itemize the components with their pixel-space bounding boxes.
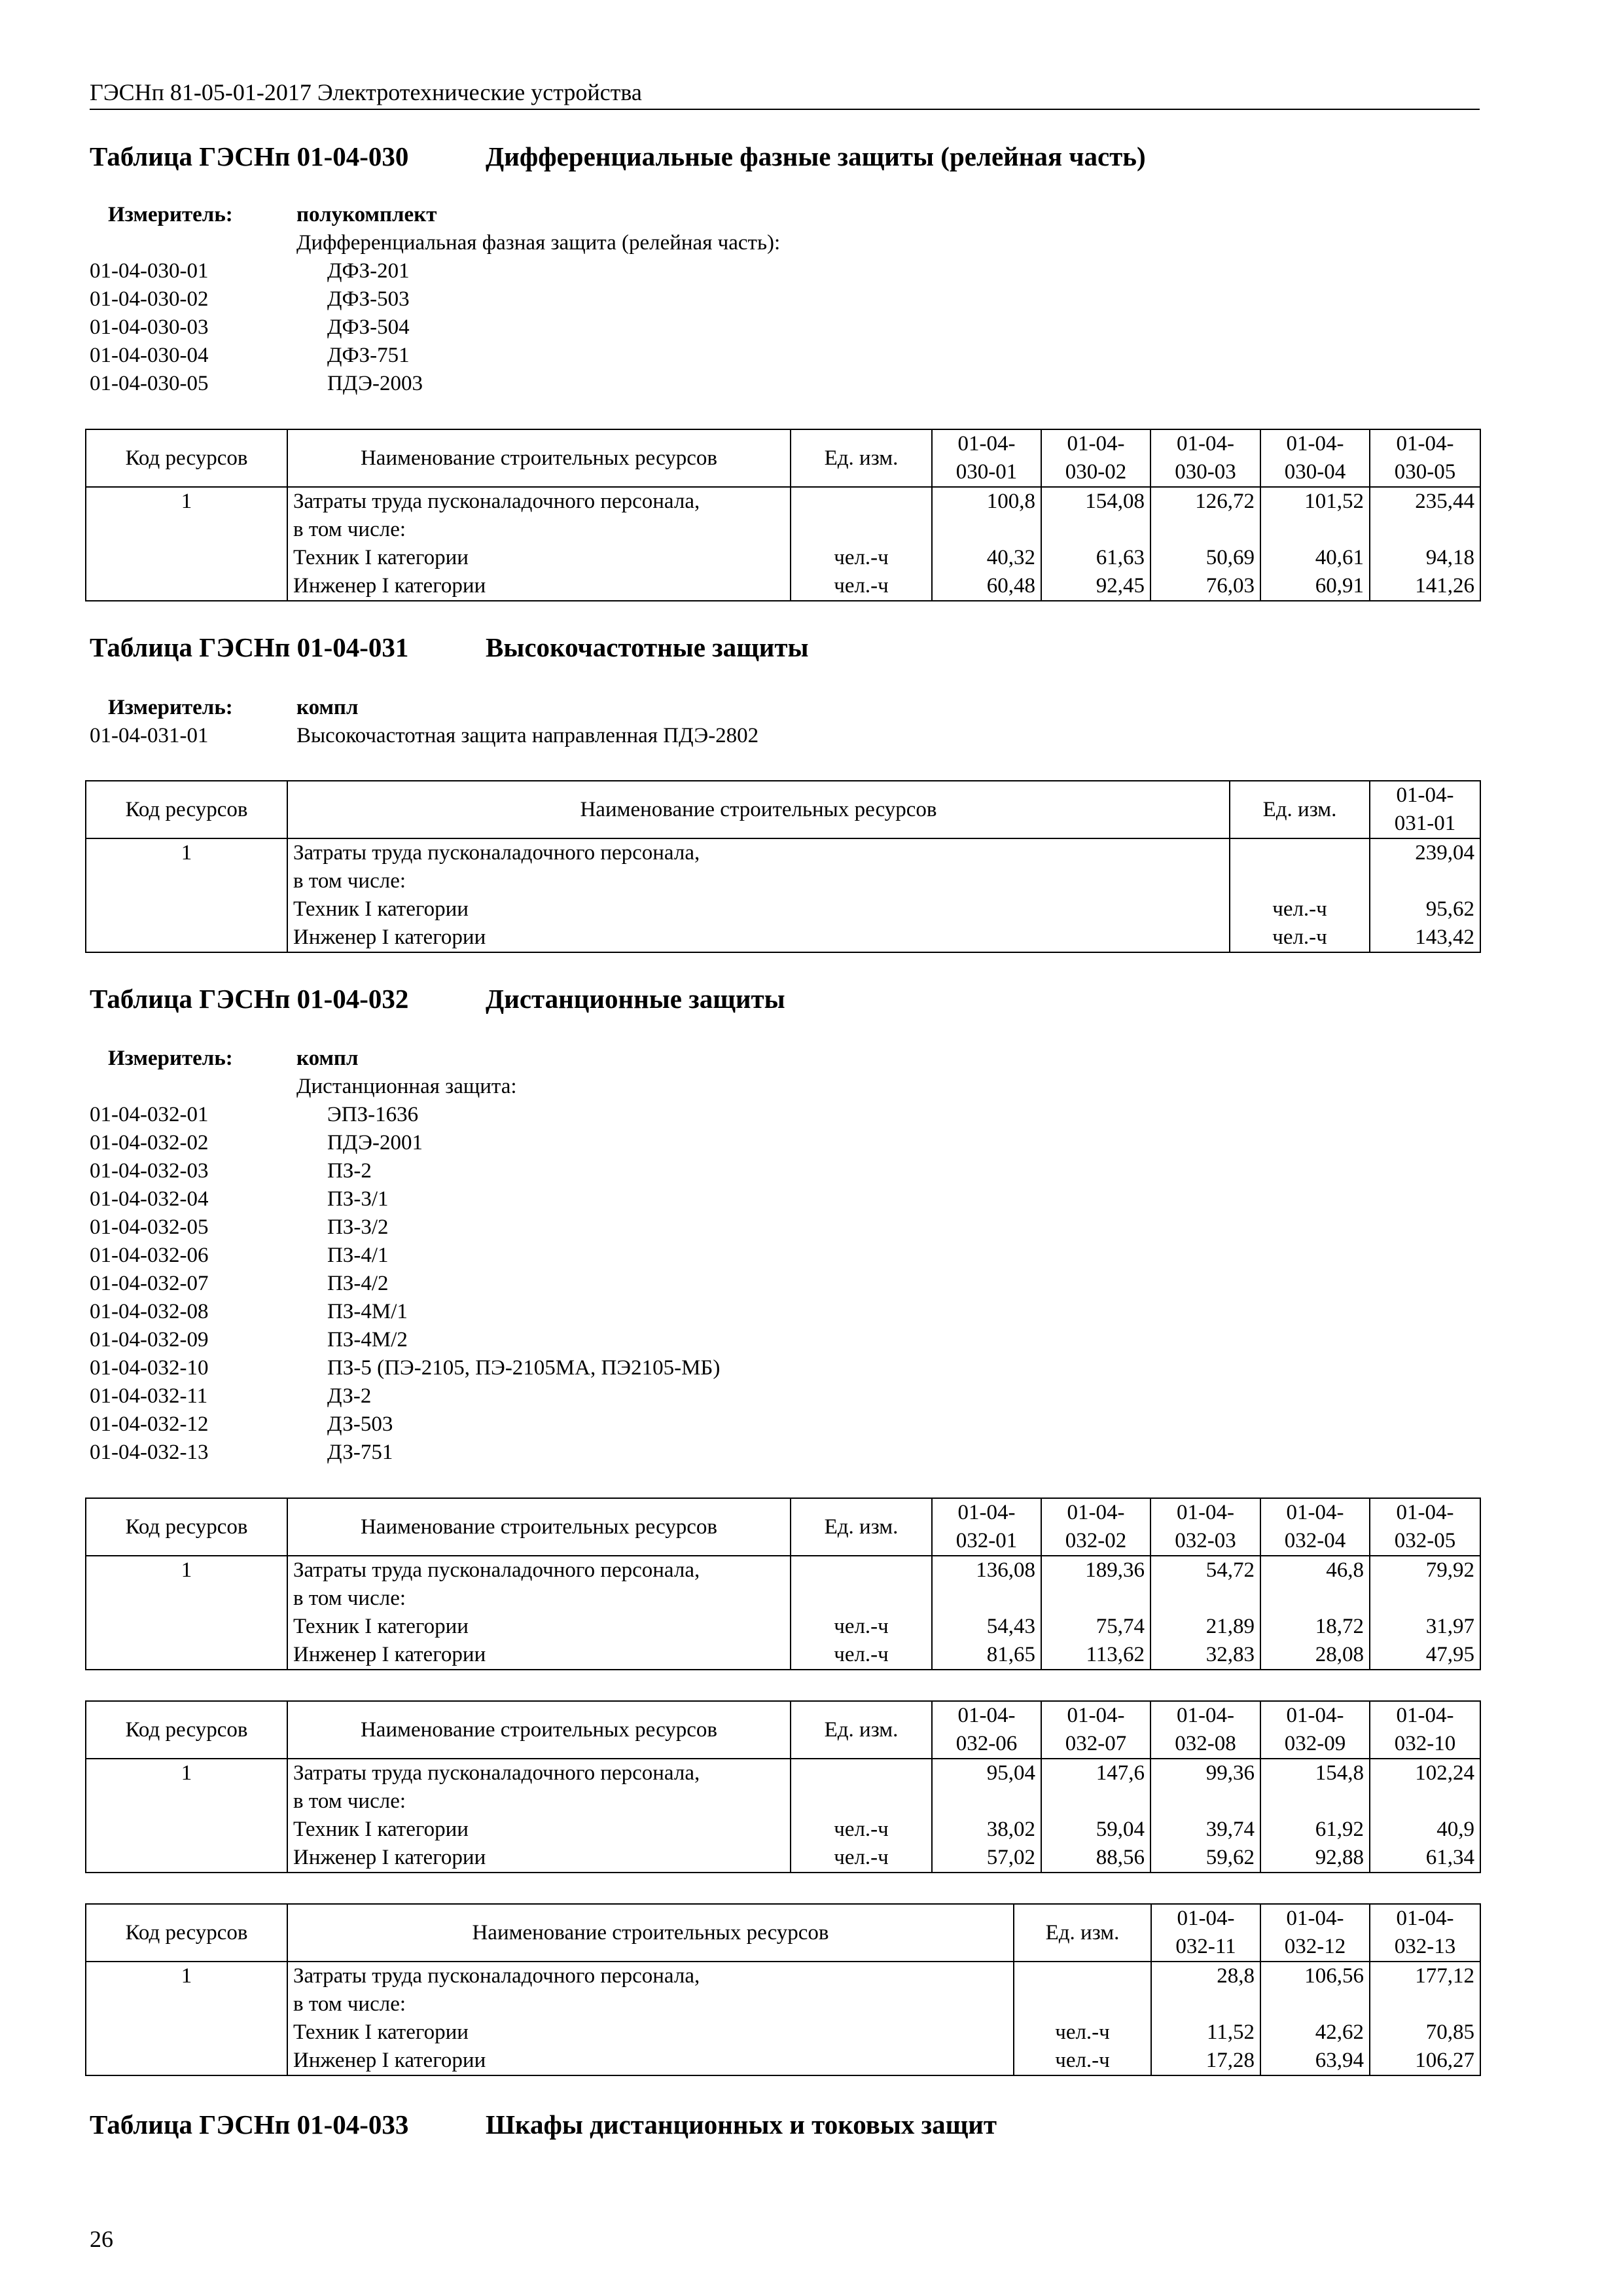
measure-label: Измеритель: [108, 1047, 233, 1070]
norm-code-part: 01-04- [1396, 783, 1454, 807]
running-header: ГЭСНп 81-05-01-2017 Электротехнические устройства [90, 79, 642, 105]
table-row [86, 1962, 1480, 2075]
cell-value: 61,92 [1315, 1818, 1364, 1841]
table-number: Таблица ГЭСНп 01-04-031 [90, 632, 409, 662]
cell-value: в том числе: [293, 869, 406, 893]
cell-value: чел.-ч [834, 1615, 889, 1638]
col-header-norm [1041, 1701, 1150, 1759]
item-code: 01-04-030-03 [90, 315, 209, 339]
cell-value: 47,95 [1425, 1643, 1474, 1666]
col-header-code: Код ресурсов [86, 1498, 287, 1556]
col-header-norm [1370, 429, 1480, 487]
norm-code-part: 01-04- [957, 1501, 1016, 1524]
norm-code-part: 032-05 [1394, 1529, 1456, 1552]
resource-code: 1 [181, 841, 192, 865]
cell-value: 11,52 [1206, 2020, 1255, 2044]
cell-value: 28,8 [1217, 1964, 1255, 1988]
col-header-norm [1150, 429, 1260, 487]
item-name: ПЗ-2 [327, 1159, 372, 1183]
table-row [86, 1556, 1480, 1670]
cell-value: чел.-ч [834, 1643, 889, 1666]
norm-code-part: 030-02 [1065, 460, 1127, 484]
norm-code-part: 01-04- [1396, 1704, 1454, 1727]
col-header-unit: Ед. изм. [791, 429, 932, 487]
cell-value: 40,9 [1436, 1818, 1474, 1841]
cell-value: в том числе: [293, 1992, 406, 2016]
norm-code-part: 01-04- [1286, 1501, 1344, 1524]
col-header-norm [1260, 1701, 1370, 1759]
col-header-norm [932, 1701, 1041, 1759]
cell-value: 46,8 [1326, 1558, 1364, 1582]
cell-value: 95,62 [1425, 897, 1474, 921]
norm-code-part: 031-01 [1394, 812, 1456, 835]
norm-code-part: 01-04- [1396, 1907, 1454, 1930]
cell-value: 143,42 [1415, 925, 1474, 949]
norm-code-part: 01-04- [1177, 1907, 1235, 1930]
cell-value: 17,28 [1205, 2049, 1255, 2072]
item-code: 01-04-030-02 [90, 287, 209, 311]
table-title-031 [90, 632, 809, 663]
item-name: ЭПЗ-1636 [327, 1103, 419, 1126]
norm-code-part: 032-06 [955, 1732, 1018, 1755]
table-title-030 [90, 141, 1146, 172]
col-header-norm [1041, 1498, 1150, 1556]
cell-value: 31,97 [1425, 1615, 1474, 1638]
cell-value: 59,04 [1096, 1818, 1145, 1841]
resource-table-031 [85, 780, 1481, 953]
col-header-unit: Ед. изм. [791, 1498, 932, 1556]
cell-value: 94,18 [1425, 546, 1474, 569]
col-header-norm [1260, 429, 1370, 487]
cell-value: 102,24 [1415, 1761, 1474, 1785]
item-name: ДФЗ-201 [327, 259, 410, 283]
item-code: 01-04-032-05 [90, 1215, 209, 1239]
table-caption: Высокочастотные защиты [486, 632, 809, 662]
col-header-norm [932, 1498, 1041, 1556]
item-code: 01-04-030-05 [90, 372, 209, 395]
item-code: 01-04-030-01 [90, 259, 209, 283]
norm-code-part: 030-03 [1175, 460, 1236, 484]
cell-value: 32,83 [1205, 1643, 1255, 1666]
table-row [86, 487, 1480, 601]
cell-value: Техник I категории [293, 1818, 469, 1841]
cell-value: Техник I категории [293, 546, 469, 569]
cell-value: в том числе: [293, 518, 406, 541]
cell-value: 136,08 [976, 1558, 1035, 1582]
norm-code-part: 01-04- [1396, 1501, 1454, 1524]
cell-value: Затраты труда пусконаладочного персонала, [293, 1761, 700, 1785]
cell-value: 28,08 [1315, 1643, 1364, 1666]
col-header-code: Код ресурсов [86, 1904, 287, 1962]
measure-unit: компл [296, 1047, 359, 1070]
cell-value: чел.-ч [834, 574, 889, 598]
table-row [86, 838, 1480, 952]
cell-value: 177,12 [1415, 1964, 1474, 1988]
col-header-code: Код ресурсов [86, 781, 287, 838]
item-name: ПЗ-4/2 [327, 1272, 389, 1295]
item-name: ДФЗ-503 [327, 287, 410, 311]
cell-value: 54,43 [986, 1615, 1035, 1638]
cell-value: 60,91 [1315, 574, 1364, 598]
cell-value: 154,8 [1315, 1761, 1364, 1785]
item-code: 01-04-031-01 [90, 724, 209, 747]
resource-code: 1 [181, 1964, 192, 1988]
norm-code-part: 01-04- [1067, 432, 1125, 456]
item-name: ПЗ-5 (ПЭ-2105, ПЭ-2105МА, ПЭ2105-МБ) [327, 1356, 721, 1380]
resource-code: 1 [181, 490, 192, 513]
norm-code-part: 032-08 [1175, 1732, 1236, 1755]
col-header-norm [932, 429, 1041, 487]
cell-value: чел.-ч [1055, 2049, 1110, 2072]
norm-code-part: 01-04- [957, 1704, 1016, 1727]
table-title-033 [90, 2109, 997, 2140]
resource-code: 1 [181, 1558, 192, 1582]
norm-code-part: 01-04- [1286, 1907, 1344, 1930]
resource-table-032-a [85, 1498, 1481, 1670]
norm-code-part: 01-04- [957, 432, 1016, 456]
norm-code-part: 032-03 [1175, 1529, 1236, 1552]
item-name: Высокочастотная защита направленная ПДЭ-2802 [296, 724, 759, 747]
norm-code-part: 032-07 [1065, 1732, 1127, 1755]
cell-value: чел.-ч [834, 1818, 889, 1841]
norm-code-part: 032-10 [1394, 1732, 1456, 1755]
col-header-norm [1370, 1701, 1480, 1759]
item-name: ПДЭ-2003 [327, 372, 423, 395]
norm-code-part: 01-04- [1067, 1704, 1125, 1727]
cell-value: Инженер I категории [293, 1846, 486, 1869]
cell-value: Инженер I категории [293, 574, 486, 598]
cell-value: 106,56 [1304, 1964, 1364, 1988]
col-header-name: Наименование строительных ресурсов [287, 1904, 1014, 1962]
table-title-032 [90, 983, 785, 1014]
col-header-norm [1370, 781, 1480, 838]
item-code: 01-04-032-09 [90, 1328, 209, 1352]
cell-value: 92,45 [1096, 574, 1145, 598]
cell-value: 42,62 [1315, 2020, 1364, 2044]
cell-value: Затраты труда пусконаладочного персонала, [293, 841, 700, 865]
norm-code-part: 032-01 [955, 1529, 1018, 1552]
resource-table-030 [85, 429, 1481, 601]
table-caption: Шкафы дистанционных и токовых защит [486, 2109, 997, 2140]
cell-value: Техник I категории [293, 897, 469, 921]
resource-table-032-c [85, 1903, 1481, 2076]
cell-value: Затраты труда пусконаладочного персонала, [293, 1964, 700, 1988]
cell-value: 95,04 [986, 1761, 1035, 1785]
col-header-norm [1260, 1904, 1370, 1962]
measure-unit: компл [296, 696, 359, 719]
col-header-norm [1041, 429, 1150, 487]
norm-code-part: 032-04 [1284, 1529, 1346, 1552]
cell-value: 59,62 [1205, 1846, 1255, 1869]
table-row [86, 1759, 1480, 1873]
measure-unit: полукомплект [296, 203, 437, 226]
item-name: ПЗ-3/2 [327, 1215, 389, 1239]
group-subtitle: Дифференциальная фазная защита (релейная часть): [296, 231, 781, 255]
cell-value: Техник I категории [293, 2020, 469, 2044]
norm-code-part: 032-09 [1284, 1732, 1346, 1755]
cell-value: в том числе: [293, 1587, 406, 1610]
cell-value: 88,56 [1096, 1846, 1145, 1869]
col-header-norm [1260, 1498, 1370, 1556]
norm-code-part: 032-11 [1175, 1935, 1236, 1958]
page-number: 26 [90, 2226, 113, 2252]
norm-code-part: 01-04- [1396, 432, 1454, 456]
cell-value: Инженер I категории [293, 925, 486, 949]
cell-value: в том числе: [293, 1789, 406, 1813]
header-rule [90, 109, 1480, 110]
col-header-norm [1370, 1498, 1480, 1556]
norm-code-part: 01-04- [1286, 1704, 1344, 1727]
cell-value: 141,26 [1415, 574, 1474, 598]
cell-value: чел.-ч [1272, 897, 1327, 921]
cell-value: 81,65 [986, 1643, 1035, 1666]
table-caption: Дистанционные защиты [486, 984, 785, 1014]
table-caption: Дифференциальные фазные защиты (релейная часть) [486, 141, 1146, 171]
cell-value: чел.-ч [834, 1846, 889, 1869]
cell-value: 63,94 [1315, 2049, 1364, 2072]
item-code: 01-04-032-06 [90, 1244, 209, 1267]
item-name: ДЗ-503 [327, 1412, 393, 1436]
cell-value: Техник I категории [293, 1615, 469, 1638]
resource-code: 1 [181, 1761, 192, 1785]
item-name: ДЗ-2 [327, 1384, 372, 1408]
item-code: 01-04-032-12 [90, 1412, 209, 1436]
table-number: Таблица ГЭСНп 01-04-033 [90, 2109, 409, 2140]
cell-value: 70,85 [1425, 2020, 1474, 2044]
cell-value: 79,92 [1425, 1558, 1474, 1582]
cell-value: чел.-ч [1055, 2020, 1110, 2044]
norm-code-part: 01-04- [1177, 432, 1234, 456]
resource-table-032-b [85, 1700, 1481, 1873]
cell-value: Затраты труда пусконаладочного персонала, [293, 490, 700, 513]
item-code: 01-04-032-13 [90, 1441, 209, 1464]
cell-value: 75,74 [1096, 1615, 1145, 1638]
col-header-unit: Ед. изм. [1230, 781, 1370, 838]
col-header-name: Наименование строительных ресурсов [287, 1701, 791, 1759]
norm-code-part: 032-02 [1065, 1529, 1127, 1552]
item-code: 01-04-032-07 [90, 1272, 209, 1295]
norm-code-part: 01-04- [1067, 1501, 1125, 1524]
cell-value: 76,03 [1205, 574, 1255, 598]
item-name: ПЗ-4М/1 [327, 1300, 408, 1323]
cell-value: Инженер I категории [293, 1643, 486, 1666]
cell-value: 113,62 [1086, 1643, 1145, 1666]
col-header-norm [1151, 1904, 1260, 1962]
norm-code-part: 01-04- [1286, 432, 1344, 456]
col-header-norm [1370, 1904, 1480, 1962]
item-code: 01-04-032-08 [90, 1300, 209, 1323]
item-name: ПЗ-4М/2 [327, 1328, 408, 1352]
cell-value: 39,74 [1205, 1818, 1255, 1841]
cell-value: 18,72 [1315, 1615, 1364, 1638]
item-code: 01-04-032-04 [90, 1187, 209, 1211]
cell-value: 147,6 [1096, 1761, 1145, 1785]
norm-code-part: 032-13 [1394, 1935, 1456, 1958]
norm-code-part: 01-04- [1177, 1704, 1234, 1727]
norm-code-part: 030-04 [1284, 460, 1346, 484]
cell-value: 100,8 [986, 490, 1035, 513]
cell-value: 57,02 [986, 1846, 1035, 1869]
cell-value: 40,61 [1315, 546, 1364, 569]
item-name: ПДЭ-2001 [327, 1131, 423, 1155]
cell-value: чел.-ч [834, 546, 889, 569]
cell-value: 38,02 [986, 1818, 1035, 1841]
cell-value: 101,52 [1304, 490, 1364, 513]
table-number: Таблица ГЭСНп 01-04-030 [90, 141, 409, 171]
col-header-norm [1150, 1498, 1260, 1556]
cell-value: Инженер I категории [293, 2049, 486, 2072]
cell-value: 189,36 [1085, 1558, 1145, 1582]
col-header-unit: Ед. изм. [791, 1701, 932, 1759]
col-header-name: Наименование строительных ресурсов [287, 429, 791, 487]
group-subtitle: Дистанционная защита: [296, 1075, 517, 1098]
table-number: Таблица ГЭСНп 01-04-032 [90, 984, 409, 1014]
item-code: 01-04-032-11 [90, 1384, 208, 1408]
item-name: ДФЗ-751 [327, 344, 410, 367]
cell-value: 106,27 [1415, 2049, 1474, 2072]
measure-label: Измеритель: [108, 203, 233, 226]
item-name: ПЗ-3/1 [327, 1187, 389, 1211]
cell-value: 92,88 [1315, 1846, 1364, 1869]
col-header-code: Код ресурсов [86, 1701, 287, 1759]
cell-value: Затраты труда пусконаладочного персонала, [293, 1558, 700, 1582]
col-header-norm [1150, 1701, 1260, 1759]
item-name: ДФЗ-504 [327, 315, 410, 339]
cell-value: 61,63 [1096, 546, 1145, 569]
col-header-unit: Ед. изм. [1014, 1904, 1151, 1962]
item-name: ПЗ-4/1 [327, 1244, 389, 1267]
cell-value: 154,08 [1085, 490, 1145, 513]
col-header-name: Наименование строительных ресурсов [287, 781, 1230, 838]
measure-label: Измеритель: [108, 696, 233, 719]
item-code: 01-04-032-01 [90, 1103, 209, 1126]
norm-code-part: 032-12 [1284, 1935, 1346, 1958]
cell-value: 239,04 [1415, 841, 1474, 865]
item-code: 01-04-030-04 [90, 344, 209, 367]
cell-value: 126,72 [1195, 490, 1255, 513]
cell-value: 54,72 [1205, 1558, 1255, 1582]
cell-value: чел.-ч [1272, 925, 1327, 949]
item-code: 01-04-032-03 [90, 1159, 209, 1183]
cell-value: 61,34 [1425, 1846, 1474, 1869]
col-header-code: Код ресурсов [86, 429, 287, 487]
item-code: 01-04-032-10 [90, 1356, 209, 1380]
col-header-name: Наименование строительных ресурсов [287, 1498, 791, 1556]
norm-code-part: 030-05 [1394, 460, 1456, 484]
cell-value: 50,69 [1205, 546, 1255, 569]
item-code: 01-04-032-02 [90, 1131, 209, 1155]
cell-value: 21,89 [1205, 1615, 1255, 1638]
norm-code-part: 030-01 [955, 460, 1018, 484]
norm-code-part: 01-04- [1177, 1501, 1234, 1524]
cell-value: 99,36 [1205, 1761, 1255, 1785]
cell-value: 235,44 [1415, 490, 1474, 513]
item-name: ДЗ-751 [327, 1441, 393, 1464]
cell-value: 60,48 [986, 574, 1035, 598]
cell-value: 40,32 [986, 546, 1035, 569]
